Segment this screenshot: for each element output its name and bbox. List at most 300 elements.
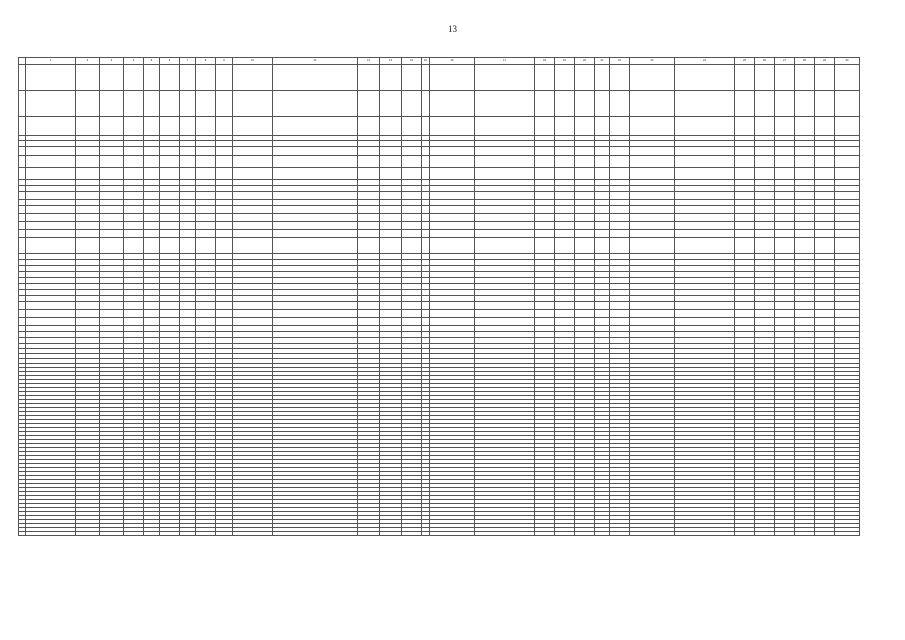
table-cell	[196, 156, 216, 168]
table-cell	[755, 214, 775, 222]
table-row	[19, 222, 860, 230]
table-cell	[535, 147, 555, 156]
table-cell	[402, 156, 422, 168]
table-cell	[835, 318, 860, 326]
table-cell	[380, 168, 402, 180]
table-cell	[535, 318, 555, 326]
table-cell	[144, 147, 160, 156]
table-cell	[755, 318, 775, 326]
table-cell	[160, 532, 180, 536]
table-cell	[196, 206, 216, 214]
table-cell	[610, 310, 630, 318]
table-cell	[358, 238, 380, 254]
table-cell	[430, 117, 475, 136]
table-cell	[555, 318, 575, 326]
table-cell	[535, 310, 555, 318]
table-cell	[610, 532, 630, 536]
table-cell	[196, 302, 216, 310]
table-cell	[815, 532, 835, 536]
table-cell	[795, 214, 815, 222]
table-cell	[100, 117, 124, 136]
table-cell	[76, 310, 100, 318]
table-cell	[76, 117, 100, 136]
table-cell	[422, 168, 430, 180]
table-cell	[144, 302, 160, 310]
table-cell	[402, 238, 422, 254]
header-cell: 23	[630, 58, 675, 65]
header-cell: 30	[835, 58, 860, 65]
table-cell	[475, 318, 535, 326]
table-cell	[535, 238, 555, 254]
table-cell	[422, 302, 430, 310]
table-cell	[675, 302, 735, 310]
table-cell	[675, 91, 735, 117]
table-cell	[422, 230, 430, 238]
table-cell	[380, 91, 402, 117]
table-cell	[430, 214, 475, 222]
table-cell	[233, 168, 273, 180]
table-cell	[26, 91, 76, 117]
table-row	[19, 117, 860, 136]
table-cell	[216, 156, 233, 168]
table-cell	[216, 532, 233, 536]
table-cell	[430, 206, 475, 214]
header-cell: 21	[595, 58, 610, 65]
table-cell	[775, 214, 795, 222]
table-cell	[144, 310, 160, 318]
table-cell	[358, 91, 380, 117]
table-cell	[19, 156, 26, 168]
table-cell	[755, 156, 775, 168]
table-cell	[76, 532, 100, 536]
table-cell	[402, 222, 422, 230]
table-cell	[402, 192, 422, 200]
table-cell	[160, 310, 180, 318]
table-cell	[795, 222, 815, 230]
table-cell	[124, 168, 144, 180]
header-cell: 6	[160, 58, 180, 65]
table-cell	[630, 206, 675, 214]
table-cell	[233, 230, 273, 238]
table-cell	[380, 302, 402, 310]
table-cell	[595, 214, 610, 222]
header-cell: 3	[100, 58, 124, 65]
table-cell	[475, 117, 535, 136]
table-cell	[160, 318, 180, 326]
table-cell	[595, 206, 610, 214]
table-cell	[575, 310, 595, 318]
table-cell	[630, 65, 675, 91]
table-cell	[180, 147, 196, 156]
table-cell	[630, 532, 675, 536]
table-cell	[124, 147, 144, 156]
table-cell	[380, 318, 402, 326]
table-cell	[380, 214, 402, 222]
table-cell	[180, 192, 196, 200]
table-cell	[422, 206, 430, 214]
table-cell	[422, 192, 430, 200]
table-cell	[755, 310, 775, 318]
header-cell: 8	[196, 58, 216, 65]
table-cell	[358, 318, 380, 326]
table-cell	[815, 192, 835, 200]
table-cell	[380, 222, 402, 230]
table-cell	[124, 214, 144, 222]
table-cell	[100, 318, 124, 326]
table-cell	[380, 206, 402, 214]
table-cell	[26, 206, 76, 214]
table-cell	[76, 91, 100, 117]
table-cell	[630, 117, 675, 136]
table-cell	[422, 318, 430, 326]
table-cell	[19, 117, 26, 136]
table-cell	[144, 318, 160, 326]
table-cell	[795, 156, 815, 168]
table-cell	[160, 206, 180, 214]
table-cell	[610, 65, 630, 91]
table-cell	[180, 318, 196, 326]
table-cell	[124, 318, 144, 326]
table-cell	[735, 214, 755, 222]
table-cell	[124, 302, 144, 310]
table-cell	[475, 156, 535, 168]
table-cell	[196, 532, 216, 536]
table-cell	[575, 168, 595, 180]
table-cell	[475, 310, 535, 318]
table-cell	[475, 65, 535, 91]
table-cell	[273, 302, 358, 310]
table-row	[19, 230, 860, 238]
table-cell	[610, 168, 630, 180]
table-cell	[555, 532, 575, 536]
table-cell	[124, 91, 144, 117]
table-cell	[675, 532, 735, 536]
table-cell	[735, 532, 755, 536]
table-cell	[422, 156, 430, 168]
table-cell	[775, 156, 795, 168]
table-cell	[402, 310, 422, 318]
table-row	[19, 91, 860, 117]
table-cell	[100, 156, 124, 168]
table-cell	[273, 318, 358, 326]
data-table	[18, 57, 860, 536]
header-cell: 18	[535, 58, 555, 65]
table-cell	[273, 206, 358, 214]
table-cell	[358, 214, 380, 222]
table-cell	[595, 168, 610, 180]
table-cell	[196, 310, 216, 318]
table-row	[19, 192, 860, 200]
table-cell	[595, 310, 610, 318]
table-cell	[358, 117, 380, 136]
table-cell	[160, 91, 180, 117]
table-cell	[835, 91, 860, 117]
table-cell	[233, 318, 273, 326]
table-cell	[160, 156, 180, 168]
table-cell	[475, 147, 535, 156]
table-cell	[430, 156, 475, 168]
table-cell	[100, 302, 124, 310]
table-cell	[630, 192, 675, 200]
table-cell	[795, 168, 815, 180]
table-cell	[755, 168, 775, 180]
table-cell	[26, 310, 76, 318]
table-cell	[675, 65, 735, 91]
table-cell	[835, 214, 860, 222]
table-cell	[273, 91, 358, 117]
table-cell	[19, 532, 26, 536]
table-cell	[595, 91, 610, 117]
table-cell	[630, 302, 675, 310]
table-cell	[422, 65, 430, 91]
table-cell	[144, 238, 160, 254]
table-cell	[815, 318, 835, 326]
table-cell	[124, 156, 144, 168]
table-cell	[19, 318, 26, 326]
table-cell	[124, 65, 144, 91]
table-cell	[180, 310, 196, 318]
table-cell	[835, 238, 860, 254]
table-cell	[775, 230, 795, 238]
table-cell	[755, 302, 775, 310]
table-cell	[233, 206, 273, 214]
table-cell	[19, 91, 26, 117]
table-cell	[535, 65, 555, 91]
table-cell	[795, 318, 815, 326]
table-cell	[795, 532, 815, 536]
table-cell	[795, 302, 815, 310]
table-cell	[124, 206, 144, 214]
table-cell	[160, 238, 180, 254]
table-cell	[430, 230, 475, 238]
table-cell	[100, 238, 124, 254]
table-cell	[795, 310, 815, 318]
table-cell	[380, 156, 402, 168]
table-cell	[196, 168, 216, 180]
table-cell	[795, 192, 815, 200]
table-cell	[76, 206, 100, 214]
table-cell	[630, 238, 675, 254]
table-cell	[180, 222, 196, 230]
table-cell	[675, 192, 735, 200]
table-cell	[775, 310, 795, 318]
table-row	[19, 156, 860, 168]
table-cell	[735, 168, 755, 180]
table-cell	[795, 238, 815, 254]
table-cell	[430, 91, 475, 117]
table-cell	[233, 156, 273, 168]
header-cell: 4	[124, 58, 144, 65]
table-cell	[595, 192, 610, 200]
table-cell	[273, 310, 358, 318]
table-cell	[180, 214, 196, 222]
table-cell	[595, 532, 610, 536]
header-cell: 15	[422, 58, 430, 65]
table-cell	[216, 91, 233, 117]
table-cell	[815, 147, 835, 156]
table-cell	[19, 230, 26, 238]
table-cell	[100, 65, 124, 91]
table-cell	[273, 238, 358, 254]
table-cell	[835, 230, 860, 238]
table-cell	[216, 206, 233, 214]
page-number: 13	[448, 24, 457, 34]
table-cell	[735, 65, 755, 91]
table-cell	[575, 318, 595, 326]
table-cell	[380, 230, 402, 238]
table-cell	[630, 168, 675, 180]
table-cell	[402, 214, 422, 222]
table-cell	[196, 222, 216, 230]
table-cell	[422, 310, 430, 318]
table-cell	[675, 147, 735, 156]
table-cell	[76, 214, 100, 222]
table-cell	[380, 532, 402, 536]
table-cell	[124, 222, 144, 230]
table-cell	[180, 206, 196, 214]
header-cell: 25	[735, 58, 755, 65]
table-cell	[422, 117, 430, 136]
table-cell	[755, 206, 775, 214]
table-cell	[595, 65, 610, 91]
table-cell	[216, 318, 233, 326]
header-cell: 5	[144, 58, 160, 65]
table-cell	[26, 222, 76, 230]
table-cell	[233, 91, 273, 117]
table-cell	[795, 117, 815, 136]
header-cell: 29	[815, 58, 835, 65]
table-cell	[555, 206, 575, 214]
table-cell	[402, 117, 422, 136]
table-cell	[815, 65, 835, 91]
table-cell	[575, 65, 595, 91]
header-cell	[19, 58, 26, 65]
table-cell	[675, 117, 735, 136]
table-cell	[555, 310, 575, 318]
table-cell	[358, 147, 380, 156]
table-cell	[358, 310, 380, 318]
table-cell	[124, 310, 144, 318]
table-cell	[124, 532, 144, 536]
header-cell: 14	[402, 58, 422, 65]
table-cell	[475, 532, 535, 536]
header-cell: 7	[180, 58, 196, 65]
table-cell	[100, 532, 124, 536]
table-cell	[144, 206, 160, 214]
table-cell	[430, 222, 475, 230]
table-cell	[595, 156, 610, 168]
table-cell	[144, 168, 160, 180]
table-cell	[610, 302, 630, 310]
table-cell	[233, 214, 273, 222]
table-cell	[100, 147, 124, 156]
table-cell	[575, 91, 595, 117]
table-cell	[630, 230, 675, 238]
table-cell	[555, 302, 575, 310]
table-cell	[675, 222, 735, 230]
table-cell	[835, 168, 860, 180]
table-cell	[144, 156, 160, 168]
table-cell	[26, 532, 76, 536]
table-cell	[100, 206, 124, 214]
table-cell	[735, 302, 755, 310]
table-cell	[402, 91, 422, 117]
table-cell	[630, 156, 675, 168]
table-row	[19, 65, 860, 91]
table-cell	[835, 147, 860, 156]
header-cell: 13	[380, 58, 402, 65]
table-cell	[535, 117, 555, 136]
table-cell	[575, 147, 595, 156]
table-cell	[755, 238, 775, 254]
table-cell	[815, 230, 835, 238]
table-cell	[180, 117, 196, 136]
table-cell	[124, 192, 144, 200]
table-cell	[233, 222, 273, 230]
table-cell	[630, 91, 675, 117]
table-cell	[160, 192, 180, 200]
table-cell	[555, 214, 575, 222]
header-cell: 27	[775, 58, 795, 65]
table-cell	[775, 318, 795, 326]
table-cell	[555, 65, 575, 91]
header-cell: 10	[233, 58, 273, 65]
table-cell	[358, 302, 380, 310]
table-cell	[630, 147, 675, 156]
table-cell	[675, 230, 735, 238]
table-cell	[402, 318, 422, 326]
table-cell	[430, 310, 475, 318]
table-cell	[358, 230, 380, 238]
table-cell	[475, 302, 535, 310]
table-cell	[144, 532, 160, 536]
table-cell	[575, 192, 595, 200]
table-cell	[475, 168, 535, 180]
table-cell	[216, 230, 233, 238]
table-cell	[430, 192, 475, 200]
table-cell	[675, 214, 735, 222]
table-cell	[100, 168, 124, 180]
table-cell	[610, 214, 630, 222]
table-cell	[380, 192, 402, 200]
table-cell	[755, 117, 775, 136]
table-cell	[630, 222, 675, 230]
table-cell	[775, 91, 795, 117]
table-cell	[100, 310, 124, 318]
table-cell	[535, 206, 555, 214]
table-cell	[835, 302, 860, 310]
table-cell	[19, 238, 26, 254]
table-cell	[555, 147, 575, 156]
table-cell	[835, 156, 860, 168]
table-cell	[675, 310, 735, 318]
table-cell	[273, 230, 358, 238]
table-cell	[630, 214, 675, 222]
table-cell	[76, 302, 100, 310]
table-cell	[100, 230, 124, 238]
table-cell	[180, 532, 196, 536]
table-cell	[216, 238, 233, 254]
table-cell	[735, 147, 755, 156]
table-cell	[100, 222, 124, 230]
table-cell	[144, 230, 160, 238]
table-cell	[555, 168, 575, 180]
table-cell	[815, 91, 835, 117]
table-cell	[815, 302, 835, 310]
table-cell	[595, 222, 610, 230]
table-cell	[216, 65, 233, 91]
table-cell	[273, 65, 358, 91]
